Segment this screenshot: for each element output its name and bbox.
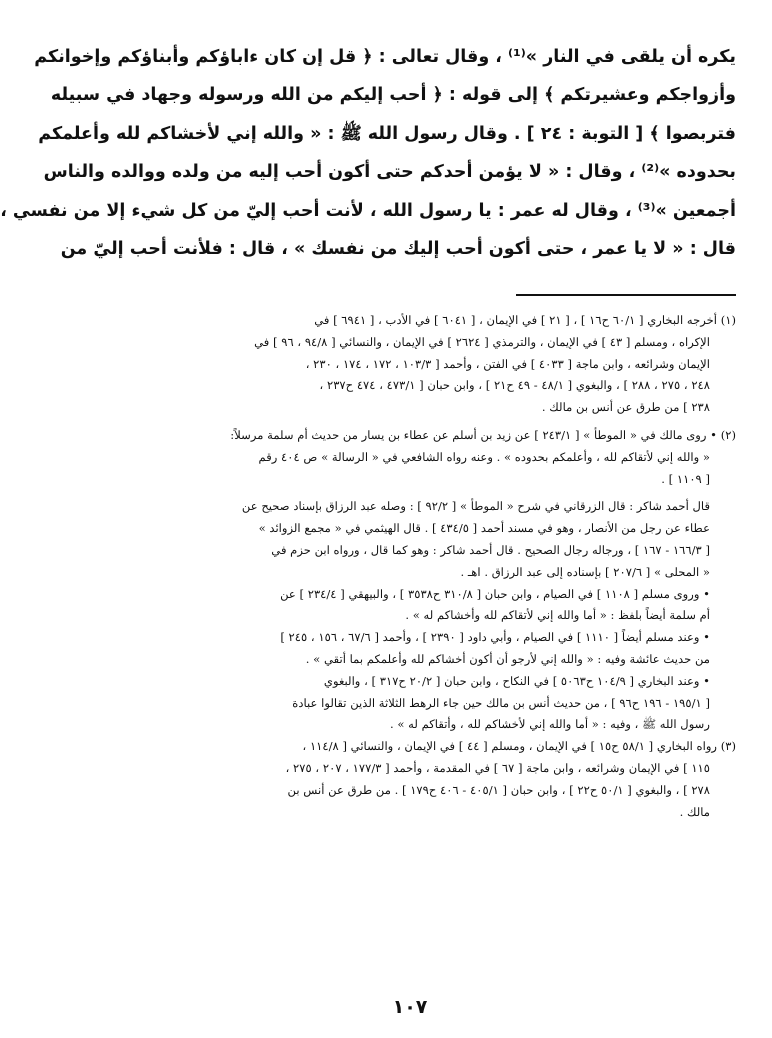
footnote-2-line-6: [ ١٦٦/٣ - ١٦٧ ] ، ورجاله رجال الصحيح . قال أحمد شاكر : وهو كما قال ، ورواه ابن حزم في <box>271 542 710 557</box>
footnote-1-line-5: ٢٣٨ ] من طرق عن أنس بن مالك . <box>541 400 710 415</box>
footnote-3-line-2: ١١٥ ] في الإيمان وشرائعه ، وابن ماجة [ ٦٧ ] في المقدمة ، وأحمد [ ١٧٧/٣ ، ٢٠٧ ، ٢٧٥ ، <box>285 760 710 775</box>
main-line-2: وأزواجكم وعشيرتكم ﴾ إلى قوله : ﴿ أحب إليكم من الله ورسوله وجهاد في سبيله <box>50 85 736 106</box>
footnote-2-line-10: • وعند مسلم أيضاً [ ١١١٠ ] في الصيام ، وأبي داود [ ٢٣٩٠ ] ، وأحمد [ ٦٧/٦ ، ١٥٦ ، ٢٤٥ ] <box>280 630 710 645</box>
footnote-2-line-3: [ ١١٠٩ ] . <box>661 471 710 486</box>
book-page <box>0 30 736 1018</box>
main-line-4: بحدوده »⁽²⁾ ، وقال : « لا يؤمن أحدكم حتى أكون أحب إليه من ولده ووالده والناس <box>43 162 736 183</box>
footnote-2-line-4: قال أحمد شاكر : قال الزرقاني في شرح « الموطأ » [ ٩٢/٢ ] : وصله عبد الرزاق بإسناد صحيح عن <box>241 499 710 514</box>
main-body-text <box>0 38 736 268</box>
footnote-2-line-7: « المحلى » [ ٢٠٧/٦ ] بإسناده إلى عبد الرزاق . اهـ . <box>460 564 710 579</box>
footnote-2-line-2: « والله إني لأتقاكم لله ، وأعلمكم بحدوده » . وعنه رواه الشافعي في « الرسالة » ص ٤٠٤ رقم <box>258 449 710 464</box>
footnotes-section <box>84 310 736 823</box>
footnote-2-line-1: (٢) • روى مالك في « الموطأ » [ ٢٤٣/١ ] عن زيد بن أسلم عن عطاء بن يسار من حديث أم سلمة مرسلاً: <box>230 427 736 442</box>
footnote-2-line-5: عطاء عن رجل من الأنصار ، وهو في مسند أحمد [ ٤٣٤/٥ ] . قال الهيثمي في « مجمع الزوائد » <box>258 521 710 536</box>
footnote-1-line-1: (١) أخرجه البخاري [ ٦٠/١ ح١٦ ] ، [ ٢١ ] في الإيمان ، [ ٦٠٤١ ] في الأدب ، [ ٦٩٤١ ] في <box>314 313 736 327</box>
footnote-separator-rule <box>516 294 736 296</box>
main-line-1: يكره أن يلقى في النار »⁽¹⁾ ، وقال تعالى : ﴿ قل إن كان ءاباؤكم وأبناؤكم وإخوانكم <box>34 47 736 67</box>
footnote-1-line-3: الإيمان وشرائعه ، وابن ماجة [ ٤٠٣٣ ] في الفتن ، وأحمد [ ١٠٣/٣ ، ١٧٢ ، ١٧٤ ، ٢٣٠ ، <box>305 356 710 371</box>
footnote-3-line-4: مالك . <box>679 804 710 819</box>
main-line-6: قال : « لا يا عمر ، حتى أكون أحب إليك من نفسك » ، قال : فلأنت أحب إليّ من <box>60 239 736 260</box>
footnote-2-line-13: [ ١٩٥/١ - ١٩٦ ح٩٦ ] ، من حديث أنس بن مالك حين جاء الرهط الثلاثة الذين تقالوا عبادة <box>292 695 710 710</box>
footnote-2-line-8: • وروى مسلم [ ١١٠٨ ] في الصيام ، وابن حبان [ ٣١٠/٨ ح٣٥٣٨ ] ، والبيهقي [ ٢٣٤/٤ ] عن <box>280 586 710 601</box>
footnote-2-line-11: من حديث عائشة وفيه : « والله إني لأرجو أن أكون أخشاكم لله وأعلمكم بما أتقي » . <box>305 651 710 666</box>
footnote-2-line-12: • وعند البخاري [ ١٠٤/٩ ح٥٠٦٣ ] في النكاح ، وابن حبان [ ٢٠/٢ ح٣١٧ ] ، والبغوي <box>323 673 710 688</box>
footnote-2-line-14: رسول الله ﷺ ، وفيه : « أما والله إني لأخشاكم لله ، وأتقاكم له » . <box>389 717 710 732</box>
footnote-1-line-4: ٢٤٨ ، ٢٧٥ ، ٢٨٨ ] ، والبغوي [ ٤٨/١ - ٤٩ ح٢١ ] ، وابن حبان [ ٤٧٣/١ ، ٤٧٤ ح٢٣٧ ، <box>319 378 710 393</box>
page-number: ١٠٧ <box>392 996 428 1018</box>
main-line-5: أجمعين »⁽³⁾ ، وقال له عمر : يا رسول الله ، لأنت أحب إليّ من كل شيء إلا من نفسي ، <box>0 200 736 221</box>
footnote-1-line-2: الإكراه ، ومسلم [ ٤٣ ] في الإيمان ، والترمذي [ ٢٦٢٤ ] في الإيمان ، والنسائي [ ٩٤/٨ ، ٩٦ ] في <box>254 334 710 349</box>
footnote-3-line-3: ٢٧٨ ] ، والبغوي [ ٥٠/١ ح٢٢ ] ، وابن حبان [ ٤٠٥/١ - ٤٠٦ ح١٧٩ ] . من طرق عن أنس بن <box>287 782 710 797</box>
main-line-3: فتربصوا ﴾ [ التوبة : ٢٤ ] . وقال رسول الله ﷺ : « والله إني لأخشاكم لله وأعلمكم <box>38 123 736 144</box>
footnote-3-line-1: (٣) رواه البخاري [ ٥٨/١ ح١٥ ] في الإيمان ، ومسلم [ ٤٤ ] في الإيمان ، والنسائي [ ١١٤/٨ ، <box>302 739 736 754</box>
footnote-2-line-9: أم سلمة أيضاً بلفظ : « أما والله إني لأتقاكم لله وأخشاكم له » . <box>405 608 710 623</box>
